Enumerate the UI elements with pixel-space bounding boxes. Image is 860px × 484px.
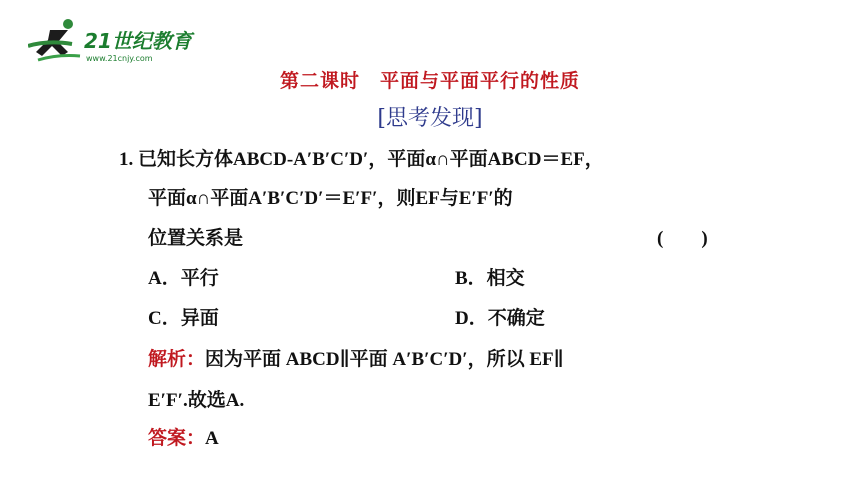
option-b: B．相交 bbox=[455, 268, 525, 289]
question-line-1: 1. 已知长方体ABCD-A′B′C′D′，平面α∩平面ABCD＝EF， bbox=[119, 149, 604, 170]
analysis-text-1: 因为平面 ABCD∥平面 A′B′C′D′，所以 EF∥ bbox=[205, 349, 564, 370]
analysis-text-2: E′F′.故选A. bbox=[148, 390, 245, 411]
answer-parentheses: ( ) bbox=[657, 228, 708, 249]
option-c: C．异面 bbox=[148, 308, 219, 329]
runner-icon bbox=[28, 19, 80, 60]
answer-line bbox=[148, 423, 219, 450]
logo bbox=[28, 16, 198, 68]
option-d: D．不确定 bbox=[455, 308, 545, 329]
question-line-2: 平面α∩平面A′B′C′D′＝E′F′，则EF与E′F′的 bbox=[148, 188, 513, 209]
option-a: A．平行 bbox=[148, 268, 219, 289]
lesson-title: 第二课时 平面与平面平行的性质 bbox=[279, 70, 580, 92]
logo-url: www.21cnjy.com bbox=[86, 54, 153, 63]
question-line-3: 位置关系是 bbox=[148, 228, 244, 249]
answer-value: A bbox=[205, 428, 219, 449]
answer-label: 答案： bbox=[148, 428, 206, 449]
section-heading: [思考发现] bbox=[377, 106, 483, 131]
analysis-line-1 bbox=[148, 344, 564, 371]
logo-text: 21世纪教育 bbox=[84, 29, 192, 53]
analysis-label: 解析： bbox=[148, 349, 206, 370]
